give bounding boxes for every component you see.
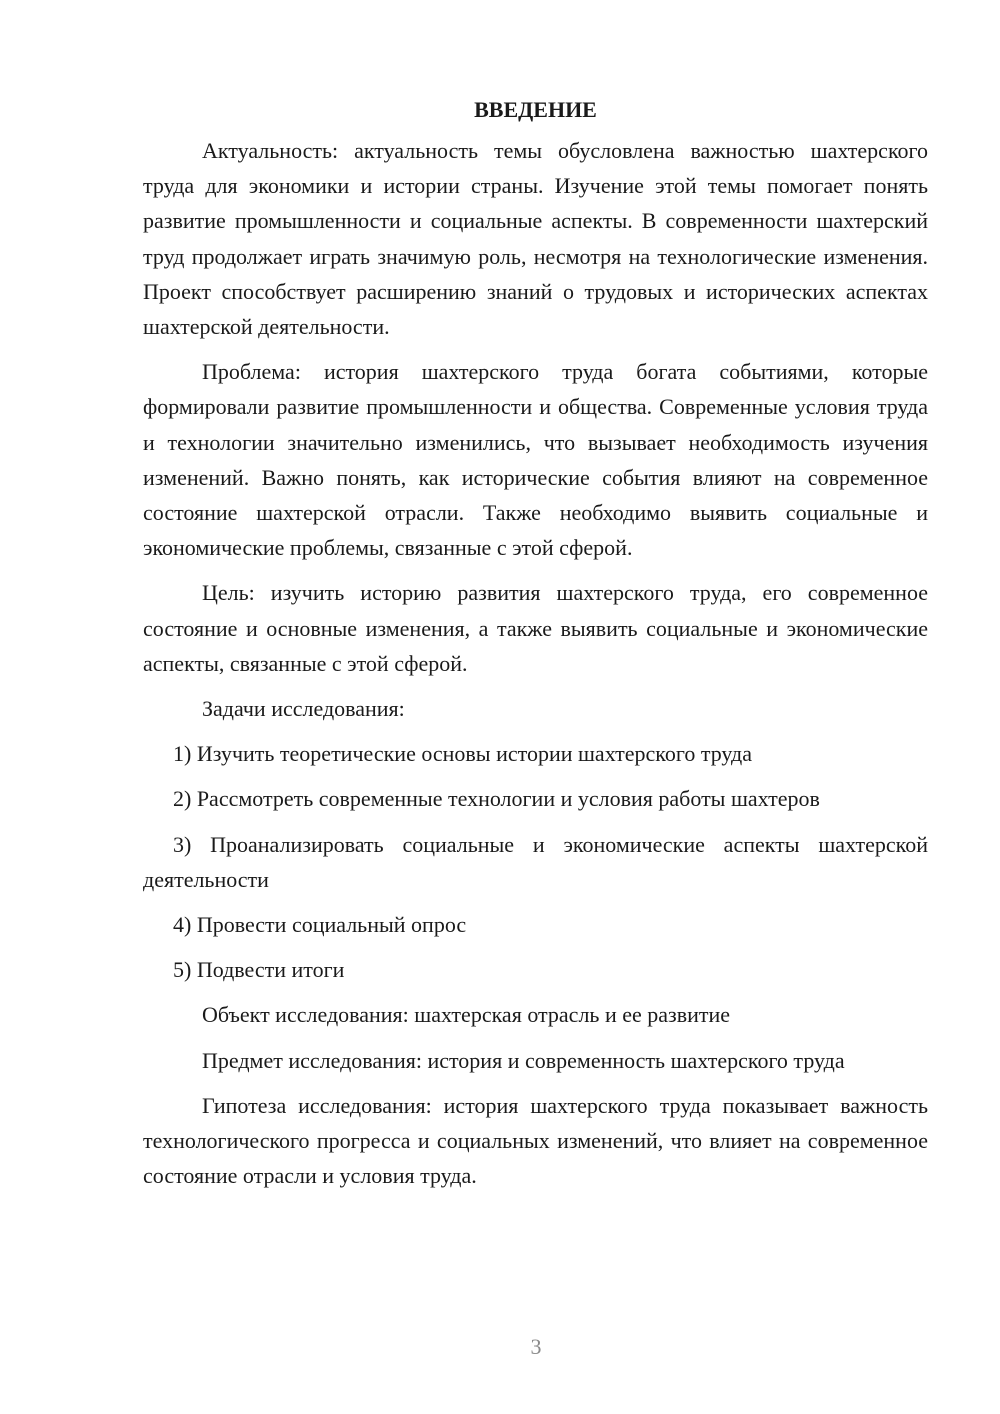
task-item-3: 3) Проанализировать социальные и экономические аспекты шахтерской деятельности: [143, 831, 928, 892]
page-number: 3: [530, 1334, 542, 1359]
problem-paragraph: Проблема: история шахтерского труда богата событиями, которые формировали развитие промышленности и общества. Современные условия труда и технологии значительно изменились, что вызывает необходимость изучения изменений. Важно понять, как исторические события влияют на современное состояние шахтерской отрасли. Также необходимо выявить социальные и экономические проблемы, связанные с этой сферой.: [143, 359, 928, 561]
page-title: ВВЕДЕНИЕ: [474, 97, 597, 122]
task-item-4: 4) Провести социальный опрос: [173, 912, 467, 938]
task-item-2: 2) Рассмотреть современные технологии и условия работы шахтеров: [173, 786, 820, 812]
document-body: [143, 92, 928, 1203]
relevance-paragraph: Актуальность: актуальность темы обусловлена важностью шахтерского труда для экономики и истории страны. Изучение этой темы помогает понять развитие промышленности и социальные аспекты. В современности шахтерский труд продолжает играть значимую роль, несмотря на технологические изменения. Проект способствует расширению знаний о трудовых и исторических аспектах шахтерской деятельности.: [143, 138, 928, 340]
research-object-paragraph: Объект исследования: шахтерская отрасль и ее развитие: [202, 1002, 731, 1028]
goal-paragraph: Цель: изучить историю развития шахтерского труда, его современное состояние и основные изменения, а также выявить социальные и экономические аспекты, связанные с этой сферой.: [143, 580, 928, 676]
task-item-5: 5) Подвести итоги: [173, 957, 345, 983]
hypothesis-paragraph: Гипотеза исследования: история шахтерского труда показывает важность технологического прогресса и социальных изменений, что влияет на современное состояние отрасли и условия труда.: [143, 1092, 928, 1189]
research-subject-paragraph: Предмет исследования: история и современность шахтерского труда: [202, 1047, 845, 1073]
task-item-1: 1) Изучить теоретические основы истории шахтерского труда: [173, 741, 753, 767]
tasks-heading: Задачи исследования:: [202, 696, 405, 722]
